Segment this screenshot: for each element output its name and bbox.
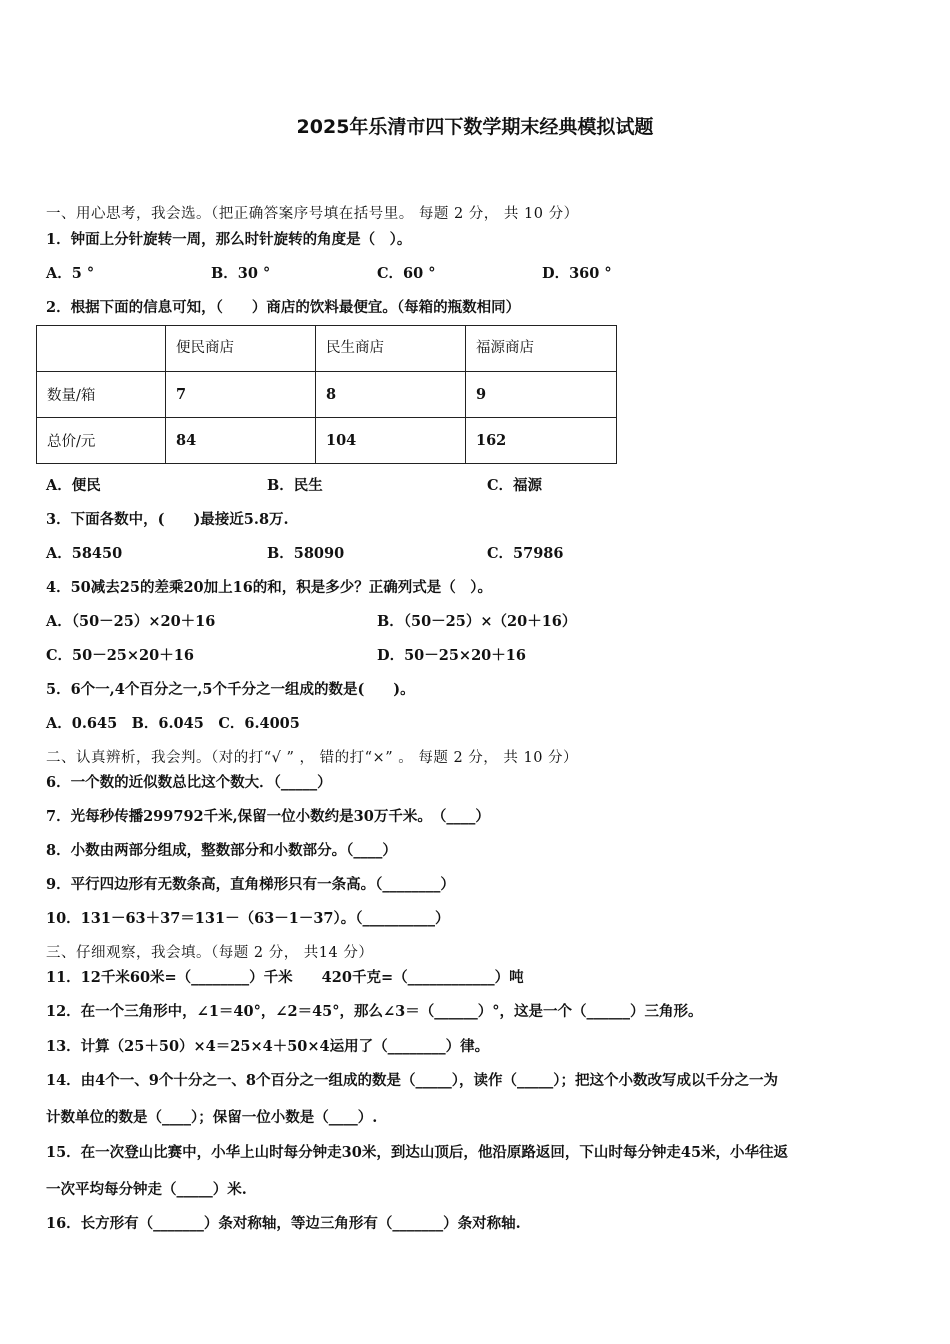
table-cell <box>37 326 166 372</box>
question-2: 2．根据下面的信息可知，（ ）商店的饮料最便宜。（每箱的瓶数相同） <box>46 299 521 316</box>
q3-option-c: C．57986 <box>487 545 564 562</box>
table-cell: 84 <box>166 418 316 464</box>
question-3: 3．下面各数中，( )最接近5.8万. <box>46 511 289 528</box>
table-row <box>37 372 617 418</box>
table-cell: 数量/箱 <box>37 372 166 418</box>
q1-option-b: B．30 ° <box>211 265 271 282</box>
q1-option-a: A．5 ° <box>46 265 95 282</box>
q1-option-d: D．360 ° <box>542 265 612 282</box>
table-cell: 8 <box>316 372 466 418</box>
q3-option-b: B．58090 <box>267 545 345 562</box>
question-4: 4．50减去25的差乘20加上16的和，积是多少？正确列式是（ ）。 <box>46 579 493 596</box>
table-cell: 104 <box>316 418 466 464</box>
question-15-line-1: 15．在一次登山比赛中，小华上山时每分钟走30米，到达山顶后，他沿原路返回，下山时每分钟走45米，小华往返 <box>46 1144 789 1161</box>
section-1-heading: 一、用心思考，我会选。（把正确答案序号填在括号里。 每题 2 分， 共 10 分） <box>46 206 579 222</box>
section-3-heading: 三、仔细观察，我会填。（每题 2 分， 共14 分） <box>46 945 374 961</box>
question-15-line-2: 一次平均每分钟走（_____）米. <box>46 1181 247 1198</box>
question-14-line-2: 计数单位的数是（____）；保留一位小数是（____）. <box>46 1109 378 1126</box>
question-10: 10．131－63＋37＝131－（63－1－37）。（__________） <box>46 910 450 927</box>
table-cell: 7 <box>166 372 316 418</box>
q4-option-c: C．50－25×20＋16 <box>46 647 194 664</box>
q5-options: A．0.645 B．6.045 C．6.4005 <box>46 715 300 732</box>
question-5: 5．6个一,4个百分之一,5个千分之一组成的数是( )。 <box>46 681 415 698</box>
question-14-line-1: 14．由4个一、9个十分之一、8个百分之一组成的数是（_____），读作（_____）；把这个小数改写成以千分之一为 <box>46 1072 778 1089</box>
section-2-heading: 二、认真辨析，我会判。（对的打“√ ” ， 错的打“×” 。 每题 2 分， 共 10 分） <box>46 750 579 766</box>
table-cell: 便民商店 <box>166 326 316 372</box>
q4-option-a: A．（50－25）×20＋16 <box>46 613 216 630</box>
question-7: 7．光每秒传播299792千米,保留一位小数约是30万千米。 （____） <box>46 808 490 825</box>
question-1: 1．钟面上分针旋转一周，那么时针旋转的角度是（ ）。 <box>46 231 412 248</box>
question-12: 12．在一个三角形中，∠1＝40°，∠2＝45°，那么∠3＝（______）°，这是一个（______）三角形。 <box>46 1003 703 1020</box>
question-16: 16．长方形有（_______）条对称轴，等边三角形有（_______）条对称轴. <box>46 1215 521 1232</box>
question-6: 6．一个数的近似数总比这个数大．（_____） <box>46 774 332 791</box>
question-9: 9．平行四边形有无数条高，直角梯形只有一条高。（________） <box>46 876 455 893</box>
question-13: 13．计算（25＋50）×4＝25×4＋50×4运用了（________）律。 <box>46 1038 490 1055</box>
q4-option-b: B．（50－25）×（20＋16） <box>377 613 577 630</box>
q2-option-a: A．便民 <box>46 477 101 494</box>
q1-option-c: C．60 ° <box>377 265 436 282</box>
q3-option-a: A．58450 <box>46 545 123 562</box>
table-row <box>37 418 617 464</box>
table-cell: 总价/元 <box>37 418 166 464</box>
table-header-row <box>37 326 617 372</box>
question-8: 8．小数由两部分组成，整数部分和小数部分。（____） <box>46 842 397 859</box>
q2-option-b: B．民生 <box>267 477 323 494</box>
table-cell: 9 <box>466 372 617 418</box>
page-title: 2025年乐清市四下数学期末经典模拟试题 <box>296 116 654 138</box>
table-cell: 162 <box>466 418 617 464</box>
q4-option-d: D．50－25×20＋16 <box>377 647 526 664</box>
q2-option-c: C．福源 <box>487 477 543 494</box>
price-table <box>36 325 617 464</box>
table-cell: 福源商店 <box>466 326 617 372</box>
question-11: 11．12千米60米=（________）千米 420千克=（____________）吨 <box>46 969 524 986</box>
table-cell: 民生商店 <box>316 326 466 372</box>
